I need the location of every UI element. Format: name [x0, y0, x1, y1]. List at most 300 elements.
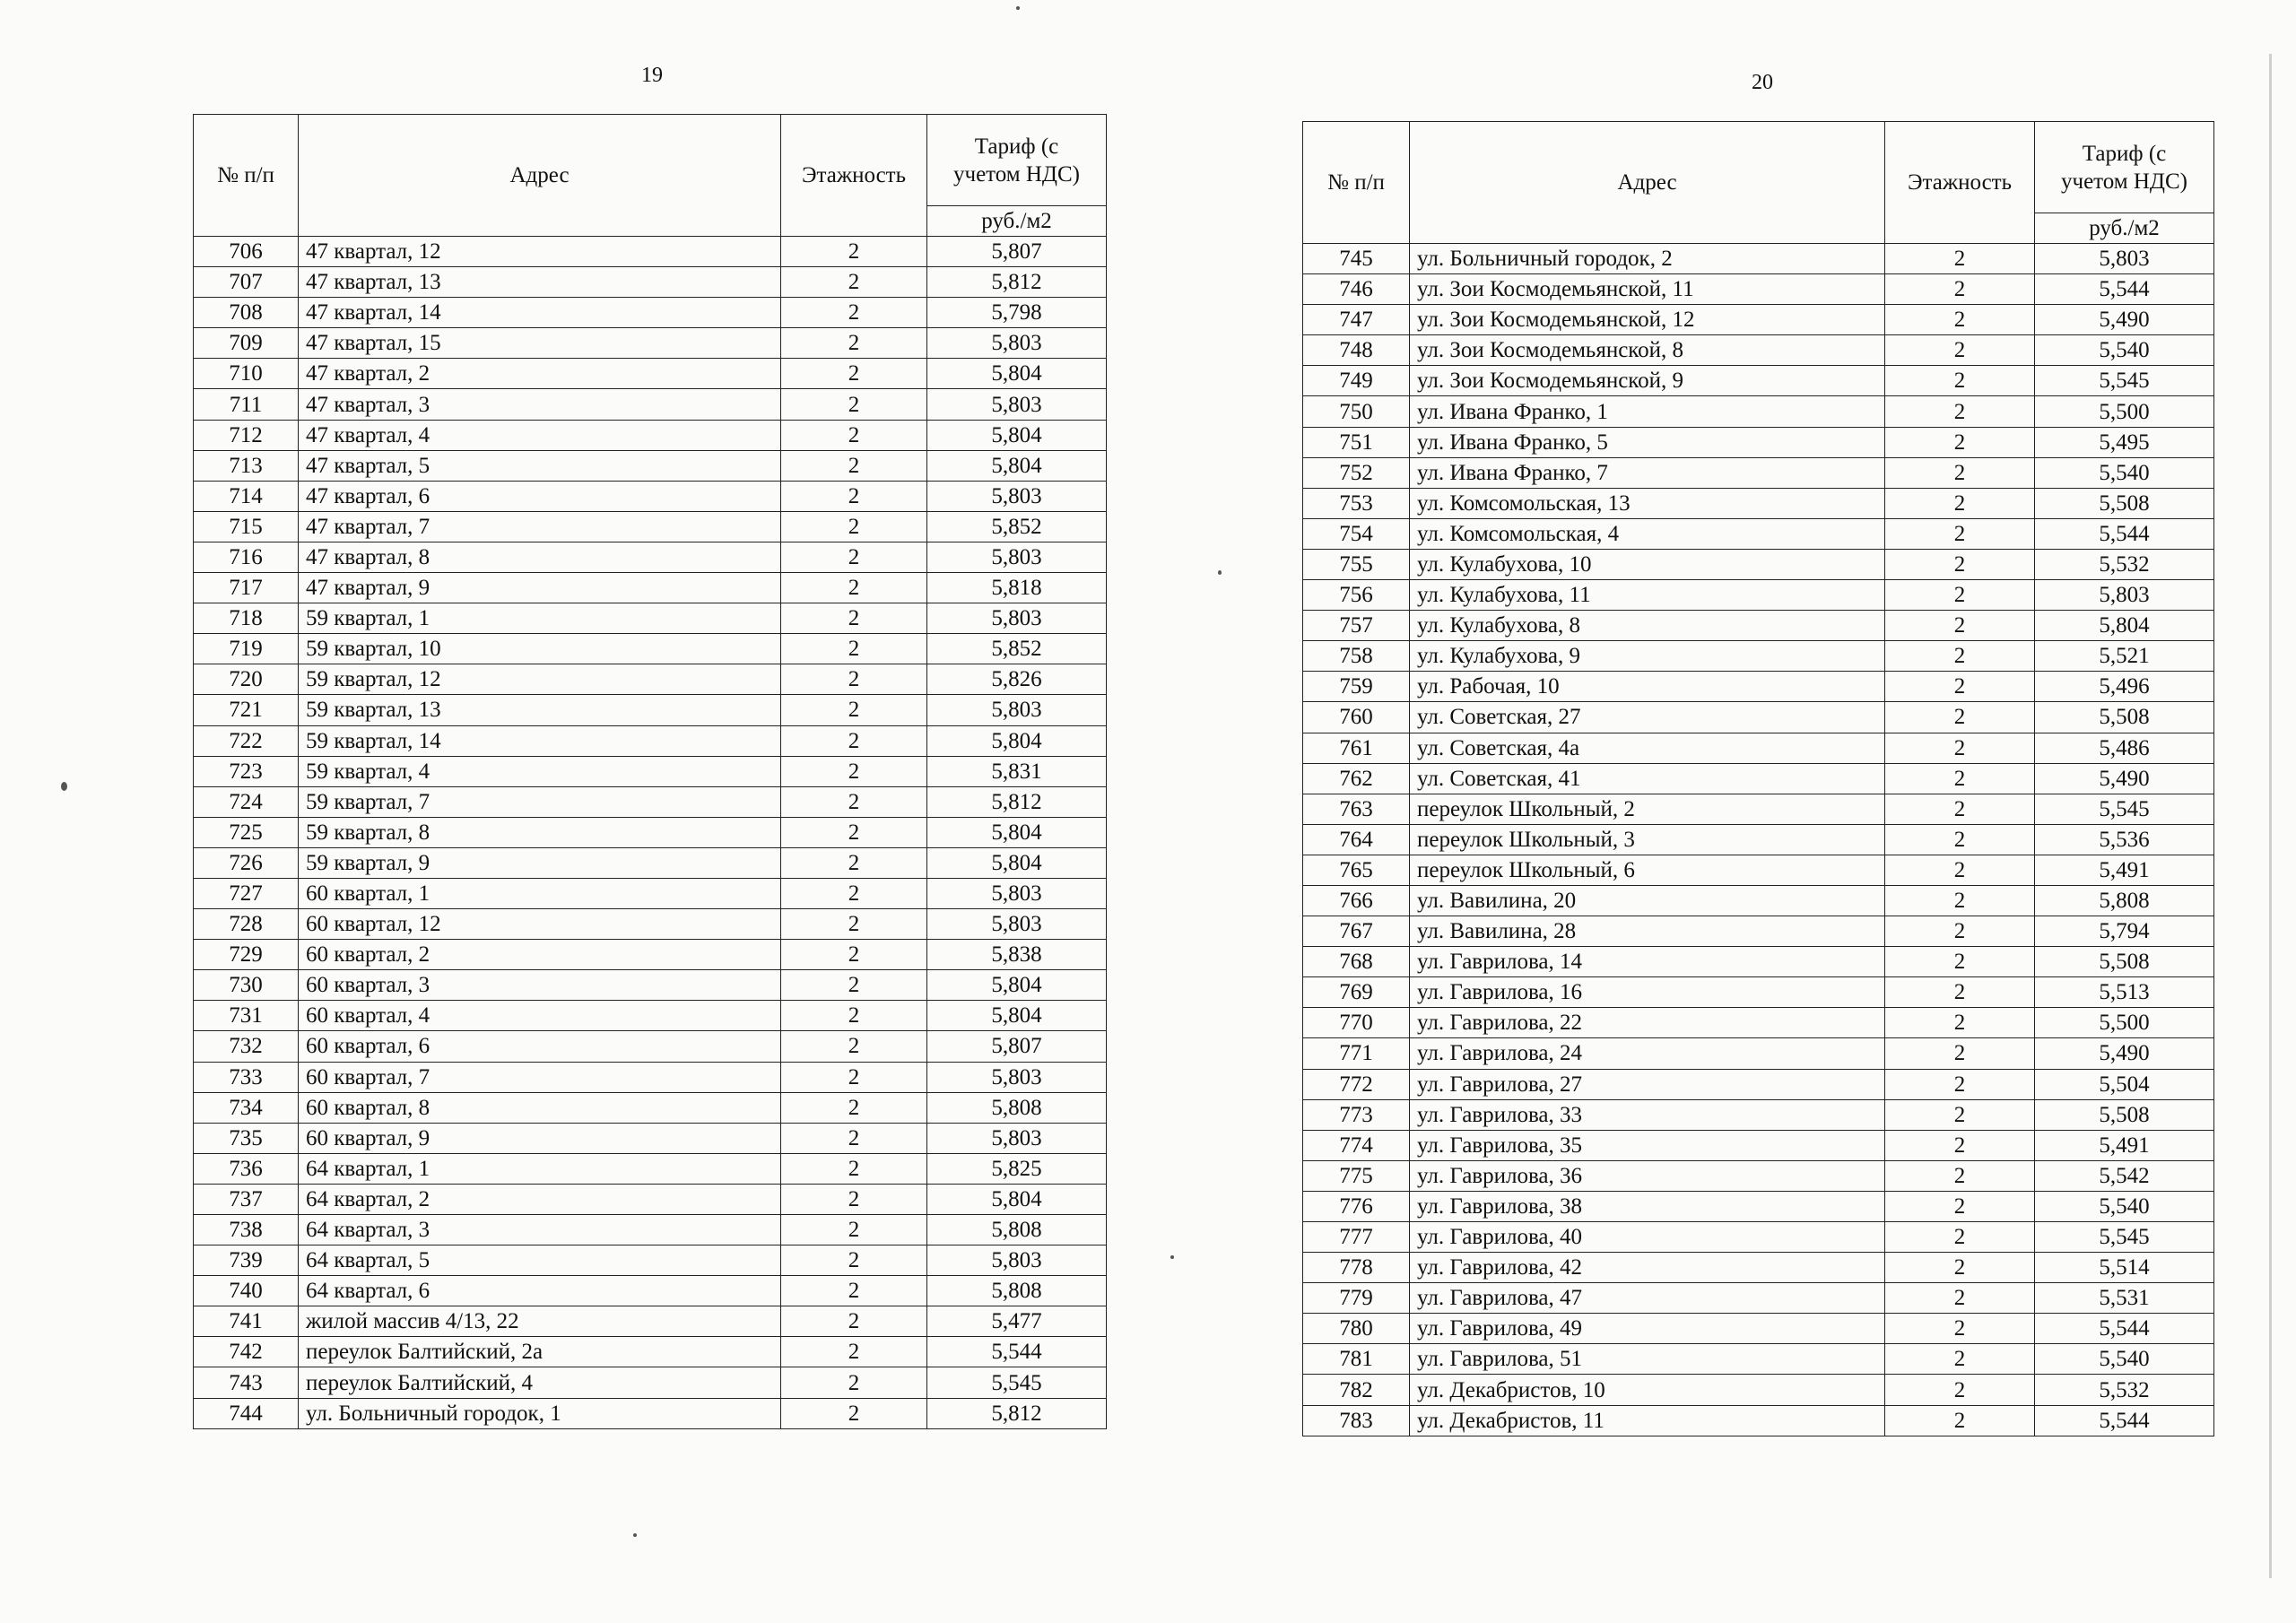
row-floors: 2: [781, 1337, 927, 1367]
header-address: Адрес: [299, 115, 781, 237]
row-address: ул. Больничный городок, 2: [1410, 244, 1885, 274]
row-tariff: 5,545: [2035, 794, 2214, 824]
table-row: [1303, 855, 2214, 885]
row-floors: 2: [1885, 518, 2035, 549]
table-row: [1303, 305, 2214, 335]
row-number: 730: [194, 970, 299, 1001]
row-number: 721: [194, 695, 299, 725]
row-floors: 2: [1885, 1283, 2035, 1314]
row-address: ул. Кулабухова, 8: [1410, 611, 1885, 641]
row-address: 47 квартал, 13: [299, 267, 781, 298]
table-row: [194, 1337, 1107, 1367]
row-tariff: 5,544: [2035, 1314, 2214, 1344]
row-floors: 2: [1885, 274, 2035, 305]
table-row: [194, 511, 1107, 542]
row-address: переулок Балтийский, 4: [299, 1367, 781, 1398]
row-address: ул. Зои Космодемьянской, 12: [1410, 305, 1885, 335]
row-floors: 2: [1885, 396, 2035, 427]
table-row: [194, 481, 1107, 511]
row-floors: 2: [781, 511, 927, 542]
row-address: 47 квартал, 4: [299, 420, 781, 450]
table-row: [1303, 580, 2214, 611]
row-number: 757: [1303, 611, 1410, 641]
row-tariff: 5,508: [2035, 947, 2214, 977]
row-tariff: 5,803: [927, 878, 1107, 908]
table-header: [1303, 122, 2214, 244]
row-address: переулок Школьный, 3: [1410, 824, 1885, 855]
row-floors: 2: [1885, 641, 2035, 672]
row-number: 776: [1303, 1191, 1410, 1221]
row-tariff: 5,490: [2035, 305, 2214, 335]
row-floors: 2: [1885, 1405, 2035, 1436]
row-address: 59 квартал, 8: [299, 817, 781, 847]
row-address: жилой массив 4/13, 22: [299, 1306, 781, 1337]
row-address: ул. Гаврилова, 16: [1410, 977, 1885, 1008]
row-floors: 2: [781, 847, 927, 878]
row-tariff: 5,513: [2035, 977, 2214, 1008]
row-address: ул. Ивана Франко, 1: [1410, 396, 1885, 427]
table-row: [1303, 1253, 2214, 1283]
row-address: ул. Зои Космодемьянской, 11: [1410, 274, 1885, 305]
table-row: [194, 1092, 1107, 1123]
row-floors: 2: [1885, 611, 2035, 641]
row-number: 782: [1303, 1375, 1410, 1405]
row-address: переулок Балтийский, 2а: [299, 1337, 781, 1367]
row-tariff: 5,812: [927, 786, 1107, 817]
table-row: [194, 940, 1107, 970]
row-tariff: 5,812: [927, 1398, 1107, 1428]
row-number: 763: [1303, 794, 1410, 824]
row-address: ул. Комсомольская, 13: [1410, 488, 1885, 518]
row-number: 722: [194, 725, 299, 756]
row-address: ул. Гаврилова, 35: [1410, 1130, 1885, 1160]
header-address: Адрес: [1410, 122, 1885, 244]
row-number: 732: [194, 1031, 299, 1062]
row-tariff: 5,495: [2035, 427, 2214, 457]
row-number: 778: [1303, 1253, 1410, 1283]
row-address: 47 квартал, 2: [299, 359, 781, 389]
row-tariff: 5,812: [927, 267, 1107, 298]
table-row: [194, 573, 1107, 603]
row-tariff: 5,531: [2035, 1283, 2214, 1314]
row-number: 767: [1303, 916, 1410, 947]
row-number: 775: [1303, 1160, 1410, 1191]
table-row: [1303, 641, 2214, 672]
table-row: [194, 389, 1107, 420]
row-number: 709: [194, 328, 299, 359]
table-row: [194, 1276, 1107, 1306]
table-row: [1303, 427, 2214, 457]
row-address: ул. Декабристов, 11: [1410, 1405, 1885, 1436]
row-floors: 2: [1885, 488, 2035, 518]
row-floors: 2: [781, 1123, 927, 1153]
row-address: 47 квартал, 3: [299, 389, 781, 420]
row-floors: 2: [1885, 672, 2035, 702]
row-floors: 2: [781, 817, 927, 847]
row-floors: 2: [781, 1276, 927, 1306]
row-address: ул. Гаврилова, 33: [1410, 1099, 1885, 1130]
table-row: [194, 909, 1107, 940]
table-row: [1303, 1405, 2214, 1436]
row-floors: 2: [781, 1062, 927, 1092]
table-row: [1303, 763, 2214, 794]
row-tariff: 5,496: [2035, 672, 2214, 702]
row-floors: 2: [1885, 733, 2035, 763]
row-number: 770: [1303, 1008, 1410, 1038]
table-row: [194, 328, 1107, 359]
row-address: 59 квартал, 1: [299, 603, 781, 634]
row-number: 708: [194, 298, 299, 328]
row-tariff: 5,803: [927, 1123, 1107, 1153]
row-floors: 2: [781, 634, 927, 664]
row-tariff: 5,803: [927, 542, 1107, 572]
table-row: [194, 786, 1107, 817]
table-row: [194, 237, 1107, 267]
table-row: [1303, 672, 2214, 702]
row-tariff: 5,540: [2035, 457, 2214, 488]
row-number: 715: [194, 511, 299, 542]
row-address: ул. Гаврилова, 14: [1410, 947, 1885, 977]
row-number: 749: [1303, 366, 1410, 396]
row-number: 734: [194, 1092, 299, 1123]
row-floors: 2: [1885, 1191, 2035, 1221]
row-tariff: 5,804: [927, 420, 1107, 450]
row-tariff: 5,808: [927, 1092, 1107, 1123]
table-row: [1303, 611, 2214, 641]
row-floors: 2: [781, 237, 927, 267]
row-floors: 2: [781, 328, 927, 359]
row-address: ул. Рабочая, 10: [1410, 672, 1885, 702]
row-number: 729: [194, 940, 299, 970]
row-number: 719: [194, 634, 299, 664]
row-address: ул. Кулабухова, 11: [1410, 580, 1885, 611]
row-tariff: 5,514: [2035, 1253, 2214, 1283]
scan-edge: [2269, 54, 2272, 1578]
table-row: [1303, 1099, 2214, 1130]
row-number: 754: [1303, 518, 1410, 549]
row-floors: 2: [781, 970, 927, 1001]
row-address: ул. Гаврилова, 27: [1410, 1069, 1885, 1099]
row-tariff: 5,500: [2035, 396, 2214, 427]
row-floors: 2: [781, 786, 927, 817]
row-tariff: 5,852: [927, 634, 1107, 664]
row-number: 768: [1303, 947, 1410, 977]
row-address: 47 квартал, 8: [299, 542, 781, 572]
row-address: 59 квартал, 9: [299, 847, 781, 878]
row-tariff: 5,508: [2035, 702, 2214, 733]
row-tariff: 5,532: [2035, 549, 2214, 579]
table-row: [194, 1031, 1107, 1062]
header-tariff: Тариф (с учетом НДС): [927, 115, 1107, 206]
row-address: 60 квартал, 3: [299, 970, 781, 1001]
row-tariff: 5,500: [2035, 1008, 2214, 1038]
table-row: [194, 450, 1107, 481]
row-address: ул. Гаврилова, 51: [1410, 1344, 1885, 1375]
row-address: 47 квартал, 5: [299, 450, 781, 481]
header-num: № п/п: [194, 115, 299, 237]
row-tariff: 5,804: [927, 450, 1107, 481]
row-floors: 2: [781, 1398, 927, 1428]
row-address: 64 квартал, 3: [299, 1215, 781, 1245]
row-number: 783: [1303, 1405, 1410, 1436]
row-address: ул. Гаврилова, 38: [1410, 1191, 1885, 1221]
row-floors: 2: [781, 573, 927, 603]
table-row: [1303, 947, 2214, 977]
row-address: ул. Гаврилова, 49: [1410, 1314, 1885, 1344]
row-number: 740: [194, 1276, 299, 1306]
table-row: [1303, 977, 2214, 1008]
row-address: ул. Советская, 27: [1410, 702, 1885, 733]
row-floors: 2: [781, 1092, 927, 1123]
table-row: [1303, 702, 2214, 733]
table-body: [1303, 244, 2214, 1436]
table-row: [1303, 1222, 2214, 1253]
table-row: [194, 970, 1107, 1001]
row-tariff: 5,803: [2035, 244, 2214, 274]
row-number: 731: [194, 1001, 299, 1031]
row-number: 738: [194, 1215, 299, 1245]
table-body: [194, 237, 1107, 1429]
row-number: 714: [194, 481, 299, 511]
row-number: 750: [1303, 396, 1410, 427]
row-tariff: 5,490: [2035, 763, 2214, 794]
row-floors: 2: [1885, 916, 2035, 947]
row-floors: 2: [781, 1367, 927, 1398]
row-number: 728: [194, 909, 299, 940]
row-tariff: 5,804: [927, 847, 1107, 878]
row-number: 727: [194, 878, 299, 908]
row-address: ул. Советская, 41: [1410, 763, 1885, 794]
table-row: [1303, 1008, 2214, 1038]
row-tariff: 5,804: [927, 1001, 1107, 1031]
row-number: 748: [1303, 335, 1410, 366]
row-number: 716: [194, 542, 299, 572]
row-address: 47 квартал, 14: [299, 298, 781, 328]
row-floors: 2: [781, 725, 927, 756]
row-address: ул. Больничный городок, 1: [299, 1398, 781, 1428]
row-address: ул. Кулабухова, 10: [1410, 549, 1885, 579]
row-address: 60 квартал, 7: [299, 1062, 781, 1092]
scan-speck: [1016, 6, 1020, 10]
row-address: 64 квартал, 2: [299, 1184, 781, 1214]
row-floors: 2: [781, 1306, 927, 1337]
row-floors: 2: [781, 756, 927, 786]
table-row: [194, 1398, 1107, 1428]
table-row: [194, 1245, 1107, 1276]
row-floors: 2: [1885, 580, 2035, 611]
row-floors: 2: [1885, 335, 2035, 366]
row-floors: 2: [1885, 1008, 2035, 1038]
row-address: 47 квартал, 9: [299, 573, 781, 603]
row-address: 60 квартал, 8: [299, 1092, 781, 1123]
row-floors: 2: [1885, 427, 2035, 457]
row-address: 64 квартал, 6: [299, 1276, 781, 1306]
row-tariff: 5,536: [2035, 824, 2214, 855]
row-tariff: 5,803: [927, 909, 1107, 940]
row-number: 743: [194, 1367, 299, 1398]
row-floors: 2: [1885, 1375, 2035, 1405]
row-floors: 2: [781, 1153, 927, 1184]
header-floors: Этажность: [1885, 122, 2035, 244]
row-tariff: 5,803: [927, 328, 1107, 359]
table-row: [1303, 1130, 2214, 1160]
row-address: ул. Комсомольская, 4: [1410, 518, 1885, 549]
row-number: 739: [194, 1245, 299, 1276]
table-row: [1303, 335, 2214, 366]
table-header: [194, 115, 1107, 237]
table-row: [194, 1153, 1107, 1184]
table-row: [194, 847, 1107, 878]
scan-speck: [1170, 1255, 1174, 1259]
table-row: [1303, 396, 2214, 427]
table-row: [1303, 549, 2214, 579]
row-number: 737: [194, 1184, 299, 1214]
row-number: 712: [194, 420, 299, 450]
row-floors: 2: [1885, 244, 2035, 274]
row-floors: 2: [1885, 763, 2035, 794]
table-row: [1303, 274, 2214, 305]
row-number: 720: [194, 664, 299, 695]
row-floors: 2: [1885, 1069, 2035, 1099]
row-number: 706: [194, 237, 299, 267]
table-row: [194, 634, 1107, 664]
row-floors: 2: [1885, 1130, 2035, 1160]
row-tariff: 5,808: [927, 1276, 1107, 1306]
row-number: 761: [1303, 733, 1410, 763]
row-address: 47 квартал, 7: [299, 511, 781, 542]
row-number: 736: [194, 1153, 299, 1184]
row-address: переулок Школьный, 6: [1410, 855, 1885, 885]
row-floors: 2: [1885, 1253, 2035, 1283]
row-address: 60 квартал, 4: [299, 1001, 781, 1031]
row-address: 47 квартал, 6: [299, 481, 781, 511]
row-number: 747: [1303, 305, 1410, 335]
row-number: 707: [194, 267, 299, 298]
row-tariff: 5,545: [2035, 1222, 2214, 1253]
table-row: [194, 1184, 1107, 1214]
row-number: 774: [1303, 1130, 1410, 1160]
row-number: 752: [1303, 457, 1410, 488]
row-tariff: 5,803: [927, 1062, 1107, 1092]
row-floors: 2: [1885, 549, 2035, 579]
row-tariff: 5,803: [927, 389, 1107, 420]
row-number: 759: [1303, 672, 1410, 702]
row-address: ул. Гаврилова, 40: [1410, 1222, 1885, 1253]
row-tariff: 5,804: [927, 970, 1107, 1001]
row-tariff: 5,532: [2035, 1375, 2214, 1405]
table-row: [1303, 733, 2214, 763]
row-floors: 2: [781, 298, 927, 328]
row-address: 59 квартал, 4: [299, 756, 781, 786]
row-floors: 2: [781, 1184, 927, 1214]
row-floors: 2: [781, 1245, 927, 1276]
row-tariff: 5,838: [927, 940, 1107, 970]
row-address: 60 квартал, 2: [299, 940, 781, 970]
row-number: 741: [194, 1306, 299, 1337]
row-number: 780: [1303, 1314, 1410, 1344]
row-floors: 2: [781, 603, 927, 634]
row-address: ул. Гаврилова, 22: [1410, 1008, 1885, 1038]
table-row: [1303, 916, 2214, 947]
row-tariff: 5,491: [2035, 1130, 2214, 1160]
table-row: [194, 1062, 1107, 1092]
table-row: [194, 542, 1107, 572]
row-tariff: 5,808: [927, 1215, 1107, 1245]
row-tariff: 5,508: [2035, 488, 2214, 518]
table-row: [1303, 1069, 2214, 1099]
table-row: [1303, 824, 2214, 855]
row-number: 764: [1303, 824, 1410, 855]
row-number: 765: [1303, 855, 1410, 885]
row-tariff: 5,804: [927, 725, 1107, 756]
row-tariff: 5,521: [2035, 641, 2214, 672]
row-tariff: 5,826: [927, 664, 1107, 695]
row-tariff: 5,798: [927, 298, 1107, 328]
row-address: ул. Гаврилова, 24: [1410, 1038, 1885, 1069]
table-row: [194, 298, 1107, 328]
row-floors: 2: [1885, 457, 2035, 488]
scan-speck: [1218, 570, 1222, 575]
table-row: [194, 664, 1107, 695]
row-tariff: 5,540: [2035, 1191, 2214, 1221]
row-number: 781: [1303, 1344, 1410, 1375]
row-address: 59 квартал, 10: [299, 634, 781, 664]
row-floors: 2: [781, 542, 927, 572]
row-address: 60 квартал, 12: [299, 909, 781, 940]
scan-speck: [633, 1533, 637, 1537]
table-row: [194, 725, 1107, 756]
row-floors: 2: [1885, 977, 2035, 1008]
row-number: 755: [1303, 549, 1410, 579]
row-number: 779: [1303, 1283, 1410, 1314]
row-number: 745: [1303, 244, 1410, 274]
table-row: [1303, 518, 2214, 549]
row-floors: 2: [781, 1031, 927, 1062]
row-number: 742: [194, 1337, 299, 1367]
row-tariff: 5,491: [2035, 855, 2214, 885]
row-floors: 2: [1885, 824, 2035, 855]
row-floors: 2: [1885, 885, 2035, 916]
row-tariff: 5,508: [2035, 1099, 2214, 1130]
table-row: [194, 1215, 1107, 1245]
row-tariff: 5,490: [2035, 1038, 2214, 1069]
row-address: ул. Зои Космодемьянской, 9: [1410, 366, 1885, 396]
row-address: 59 квартал, 14: [299, 725, 781, 756]
row-floors: 2: [1885, 1222, 2035, 1253]
row-tariff: 5,803: [927, 695, 1107, 725]
row-floors: 2: [781, 1215, 927, 1245]
row-address: ул. Гаврилова, 42: [1410, 1253, 1885, 1283]
tariff-table-left: [193, 114, 1107, 1429]
row-number: 762: [1303, 763, 1410, 794]
row-address: переулок Школьный, 2: [1410, 794, 1885, 824]
row-tariff: 5,803: [927, 603, 1107, 634]
row-address: ул. Ивана Франко, 5: [1410, 427, 1885, 457]
table-row: [1303, 457, 2214, 488]
page-number: 20: [1752, 71, 1773, 94]
row-address: ул. Зои Космодемьянской, 8: [1410, 335, 1885, 366]
row-tariff: 5,477: [927, 1306, 1107, 1337]
row-tariff: 5,545: [927, 1367, 1107, 1398]
row-address: 47 квартал, 12: [299, 237, 781, 267]
scan-speck: [61, 782, 67, 791]
row-number: 711: [194, 389, 299, 420]
row-floors: 2: [781, 481, 927, 511]
row-number: 723: [194, 756, 299, 786]
row-tariff: 5,542: [2035, 1160, 2214, 1191]
row-floors: 2: [781, 267, 927, 298]
table-row: [194, 359, 1107, 389]
